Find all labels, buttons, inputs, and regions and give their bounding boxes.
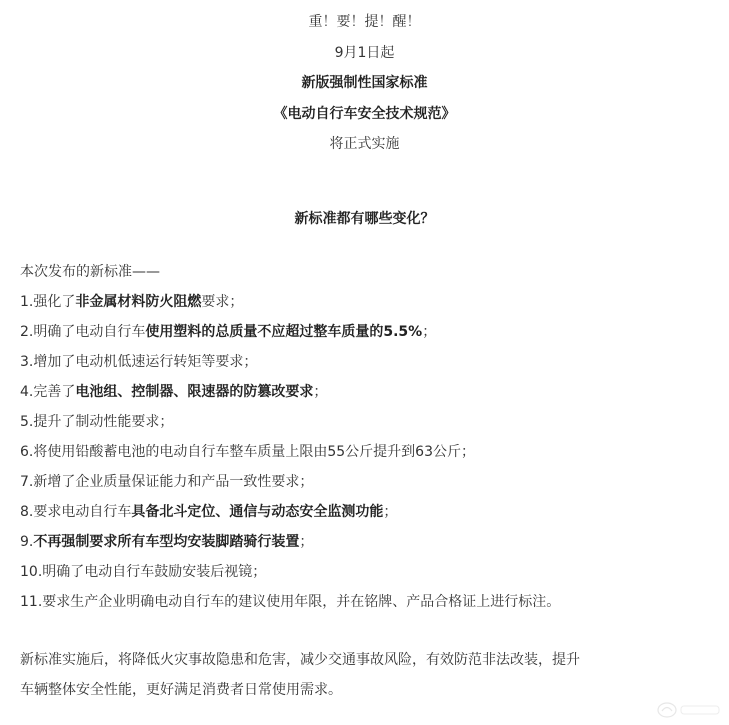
list-item: 3.增加了电动机低速运行转矩等要求； — [20, 354, 258, 370]
list-item: 9.不再强制要求所有车型均安装脚踏骑行装置； — [20, 534, 314, 550]
list-item: 4.完善了电池组、控制器、限速器的防篡改要求； — [20, 384, 328, 400]
watermark-logo-icon — [653, 699, 723, 721]
intro-line: 本次发布的新标准—— — [20, 264, 160, 280]
list-item: 7.新增了企业质量保证能力和产品一致性要求； — [20, 474, 314, 490]
title-line: 《电动自行车安全技术规范》 — [273, 106, 456, 122]
closing-line-1: 新标准实施后，将降低火灾事故隐患和危害，减少交通事故风险，有效防范非法改装，提升 — [20, 652, 580, 668]
closing-line-2: 车辆整体安全性能，更好满足消费者日常使用需求。 — [20, 682, 342, 698]
list-item: 6.将使用铅酸蓄电池的电动自行车整车质量上限由55公斤提升到63公斤； — [20, 444, 475, 460]
alert-line: 重！要！提！醒！ — [308, 14, 421, 30]
list-item: 10.明确了电动自行车鼓励安装后视镜； — [20, 564, 267, 580]
subtitle-line: 新版强制性国家标准 — [301, 75, 428, 91]
list-item: 1.强化了非金属材料防火阻燃要求； — [20, 294, 244, 310]
list-item: 8.要求电动自行车具备北斗定位、通信与动态安全监测功能； — [20, 504, 398, 520]
date-line: 9月1日起 — [334, 45, 395, 61]
list-item: 11.要求生产企业明确电动自行车的建议使用年限，并在铭牌、产品合格证上进行标注。 — [20, 594, 561, 610]
section-question: 新标准都有哪些变化？ — [294, 211, 435, 227]
list-item: 2.明确了电动自行车使用塑料的总质量不应超过整车质量的5.5%； — [20, 324, 437, 340]
list-item: 5.提升了制动性能要求； — [20, 414, 174, 430]
note-line: 将正式实施 — [329, 136, 400, 152]
